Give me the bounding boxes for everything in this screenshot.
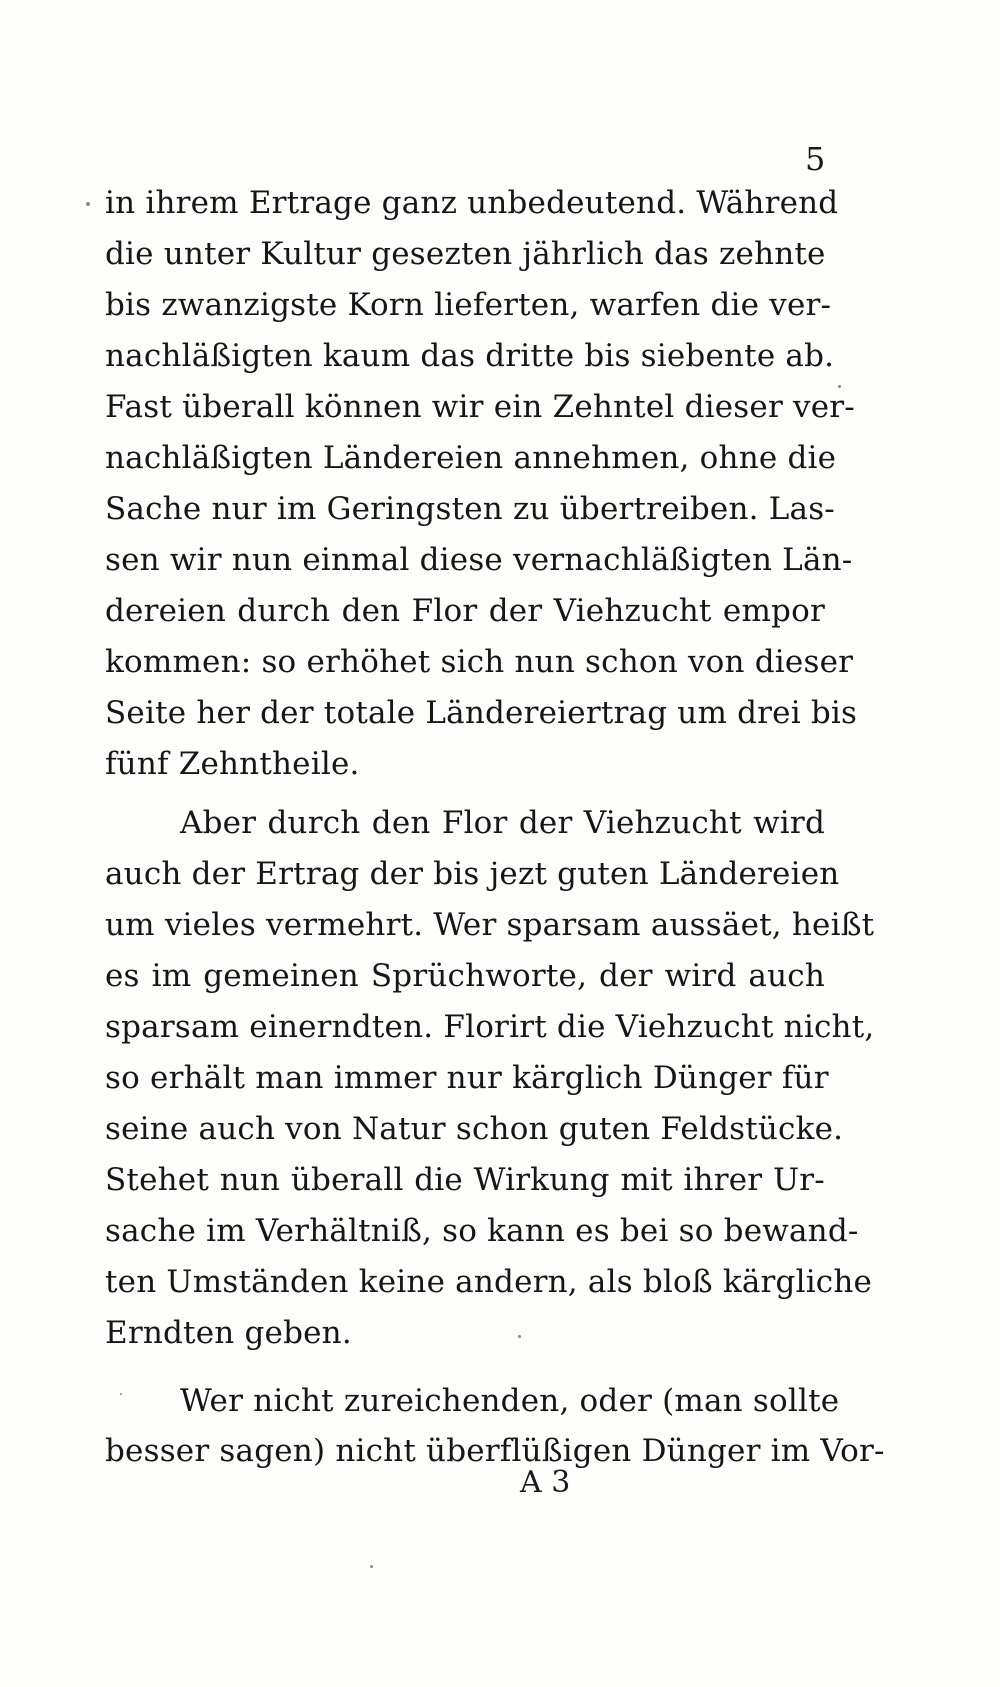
text-line: es im gemeinen Sprüchworte, der wird auch — [105, 958, 825, 994]
text-line: bis zwanzigste Korn lieferten, warfen die ver- — [105, 287, 832, 323]
text-line: so erhält man immer nur kärglich Dünger für — [105, 1060, 829, 1096]
text-line: in ihrem Ertrage ganz unbedeutend. Während — [105, 185, 839, 221]
scan-speck — [518, 1335, 521, 1338]
text-line: um vieles vermehrt. Wer sparsam aussäet, heißt — [105, 907, 875, 943]
page-number: 5 — [805, 140, 826, 178]
text-line: Stehet nun überall die Wirkung mit ihrer Ur- — [105, 1162, 825, 1198]
text-line: die unter Kultur gesezten jährlich das zehnte — [105, 236, 826, 272]
scan-speck — [838, 385, 841, 388]
text-line: seine auch von Natur schon guten Feldstücke. — [105, 1111, 844, 1147]
text-line: kommen: so erhöhet sich nun schon von dieser — [105, 644, 854, 680]
text-line: ten Umständen keine andern, als bloß kärgliche — [105, 1264, 873, 1300]
scan-speck — [370, 1565, 373, 1568]
text-line: Sache nur im Geringsten zu übertreiben. Las- — [105, 491, 835, 527]
text-line: Seite her der totale Ländereiertrag um drei bis — [105, 695, 858, 731]
text-line: besser sagen) nicht überflüßigen Dünger im Vor- — [105, 1433, 885, 1469]
text-line: sache im Verhältniß, so kann es bei so bewand- — [105, 1213, 859, 1249]
signature-mark: A 3 — [520, 1465, 571, 1500]
text-line: Fast überall können wir ein Zehntel dieser ver- — [105, 389, 855, 425]
text-line: fünf Zehntheile. — [105, 746, 360, 782]
text-line: Erndten geben. — [105, 1315, 352, 1351]
text-line: Aber durch den Flor der Viehzucht wird — [180, 805, 825, 841]
scan-speck — [86, 202, 90, 206]
text-line: auch der Ertrag der bis jezt guten Ländereien — [105, 856, 840, 892]
text-line: dereien durch den Flor der Viehzucht empor — [105, 593, 825, 629]
text-line: Wer nicht zureichenden, oder (man sollte — [180, 1383, 840, 1419]
text-line: sparsam einerndten. Florirt die Viehzucht nicht, — [105, 1009, 875, 1045]
text-line: nachläßigten kaum das dritte bis siebente ab. — [105, 338, 835, 374]
scan-speck — [120, 1393, 122, 1395]
text-line: nachläßigten Ländereien annehmen, ohne die — [105, 440, 837, 476]
text-line: sen wir nun einmal diese vernachläßigten Län- — [105, 542, 853, 578]
